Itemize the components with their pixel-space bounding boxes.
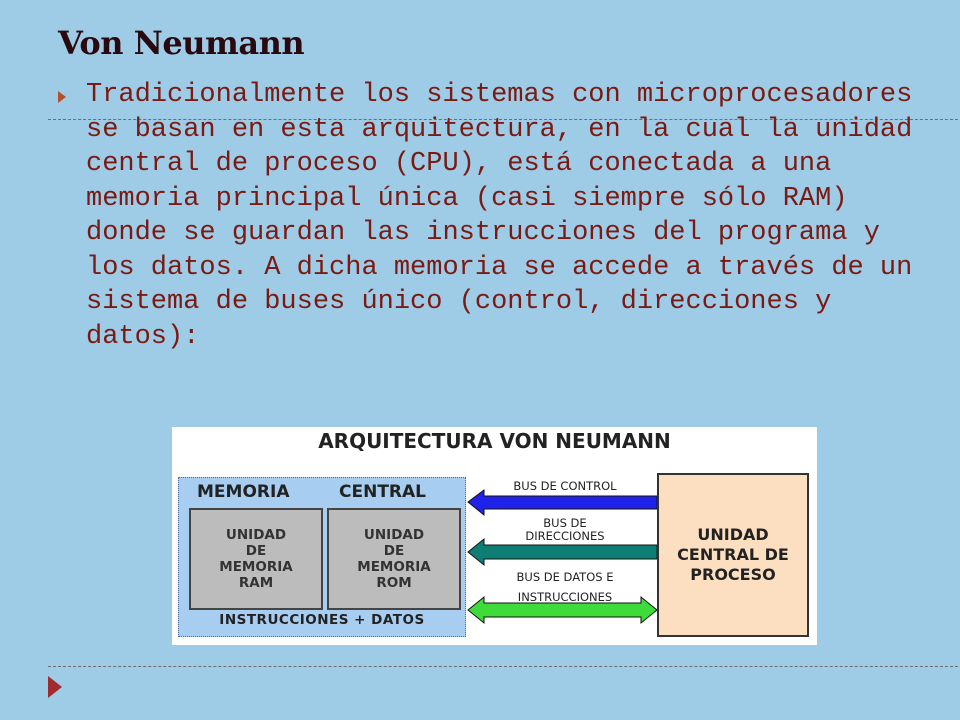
von-neumann-diagram — [172, 427, 817, 645]
nav-next-icon[interactable] — [48, 676, 62, 698]
slide-title: Von Neumann — [58, 24, 305, 62]
bullet-arrow-icon — [58, 91, 66, 103]
rom-unit-box: UNIDAD DE MEMORIA ROM — [327, 508, 461, 610]
address-bus-label: BUS DE DIRECCIONES — [525, 516, 605, 543]
body-paragraph: Tradicionalmente los sistemas con microprocesadores se basan en esta arquitectura, en la cual la unidad central de proceso (CPU), está conectada a una memoria principal única (casi siempre sólo RAM) donde se guardan las instrucciones del programa y los datos. A dicha memoria se accede a través de un sistema de buses único (control, direcciones y datos): — [86, 80, 913, 352]
cpu-box: UNIDAD CENTRAL DE PROCESO — [657, 473, 809, 637]
control-bus-arrow — [468, 490, 657, 515]
data-bus-label-line1: BUS DE DATOS E — [516, 570, 614, 584]
data-bus-label-line2: INSTRUCCIONES — [517, 590, 613, 604]
memory-label: MEMORIA — [197, 482, 290, 502]
diagram-title: ARQUITECTURA VON NEUMANN — [318, 429, 671, 453]
footer-divider — [48, 666, 960, 667]
central-label: CENTRAL — [339, 482, 426, 502]
control-bus-label: BUS DE CONTROL — [513, 479, 617, 493]
instructions-data-label: INSTRUCCIONES + DATOS — [219, 612, 425, 628]
ram-unit-box: UNIDAD DE MEMORIA RAM — [189, 508, 323, 610]
